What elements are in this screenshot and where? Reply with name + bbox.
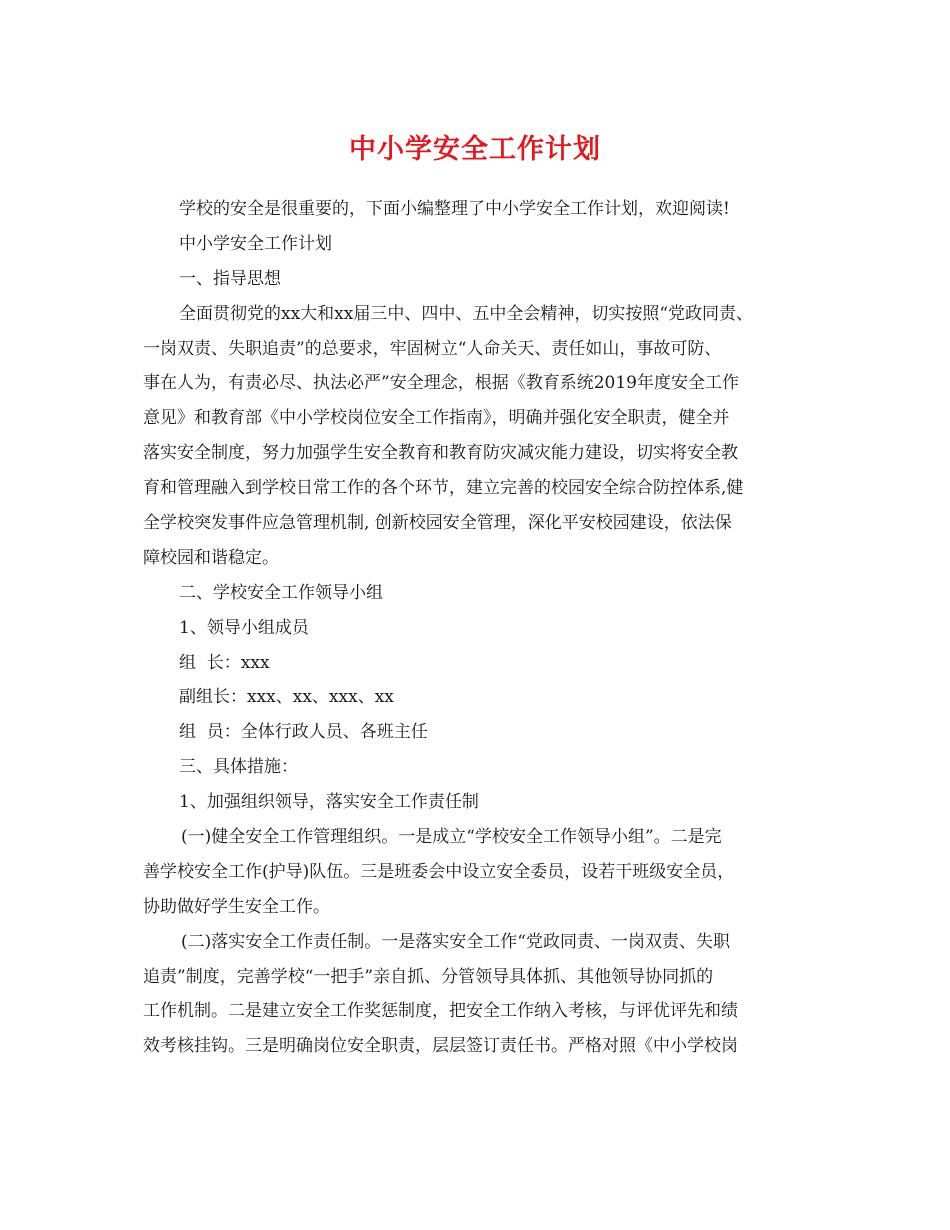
paragraph-line: 一岗双责、失职追责”的总要求，牢固树立“人命关天、责任如山，事故可防、	[143, 338, 722, 359]
intro-paragraph: 学校的安全是很重要的，下面小编整理了中小学安全工作计划，欢迎阅读!	[179, 199, 730, 219]
paragraph-line: 协助做好学生安全工作。	[143, 896, 330, 917]
paragraph-line: (二)落实安全工作责任制。一是落实安全工作“党政同责、一岗双责、失职	[181, 931, 730, 952]
paragraph-line: 效考核挂钩。三是明确岗位安全职责，层层签订责任书。严格对照《中小学校岗	[143, 1036, 738, 1057]
section-heading-leadership-group: 二、学校安全工作领导小组	[179, 582, 383, 603]
paragraph-line: 全学校突发事件应急管理机制, 创新校园安全管理，深化平安校园建设，依法保	[143, 513, 732, 534]
section-heading-guiding-thought: 一、指导思想	[179, 268, 281, 289]
subsection-heading-members: 1、领导小组成员	[179, 617, 309, 638]
document-body	[143, 192, 848, 1064]
paragraph-line: 善学校安全工作(护导)队伍。三是班委会中设立安全委员，设若干班级安全员，	[143, 861, 735, 882]
paragraph-line: 落实安全制度，努力加强学生安全教育和教育防灾减灾能力建设，切实将安全教	[143, 443, 738, 464]
paragraph-line: 育和管理融入到学校日常工作的各个环节，建立完善的校园安全综合防控体系,健	[143, 478, 744, 499]
paragraph-line: 障校园和谐稳定。	[143, 547, 279, 568]
paragraph-line: 全面贯彻党的xx大和xx届三中、四中、五中全会精神，切实按照“党政同责、	[179, 303, 754, 324]
section-heading-measures: 三、具体措施：	[179, 757, 298, 778]
member-leader: 组 长：xxx	[179, 652, 270, 673]
subsection-heading-organization: 1、加强组织领导，落实安全工作责任制	[179, 792, 479, 813]
paragraph-line: 意见》和教育部《中小学校岗位安全工作指南》，明确并强化安全职责，健全并	[143, 408, 730, 429]
member-group-members: 组 员：全体行政人员、各班主任	[179, 722, 428, 743]
subtitle-line: 中小学安全工作计划	[179, 233, 332, 254]
member-deputy-leaders: 副组长：xxx、xx、xxx、xx	[179, 687, 394, 708]
document-title: 中小学安全工作计划	[349, 134, 601, 165]
paragraph-line: 工作机制。二是建立安全工作奖惩制度，把安全工作纳入考核，与评优评先和绩	[143, 1001, 738, 1022]
paragraph-line: (一)健全安全工作管理组织。一是成立“学校安全工作领导小组”。二是完	[181, 827, 722, 848]
paragraph-line: 事在人为，有责必尽、执法必严”安全理念，根据《教育系统2019年度安全工作	[143, 373, 739, 394]
paragraph-line: 追责”制度，完善学校“一把手”亲自抓、分管领导具体抓、其他领导协同抓的	[143, 966, 714, 987]
